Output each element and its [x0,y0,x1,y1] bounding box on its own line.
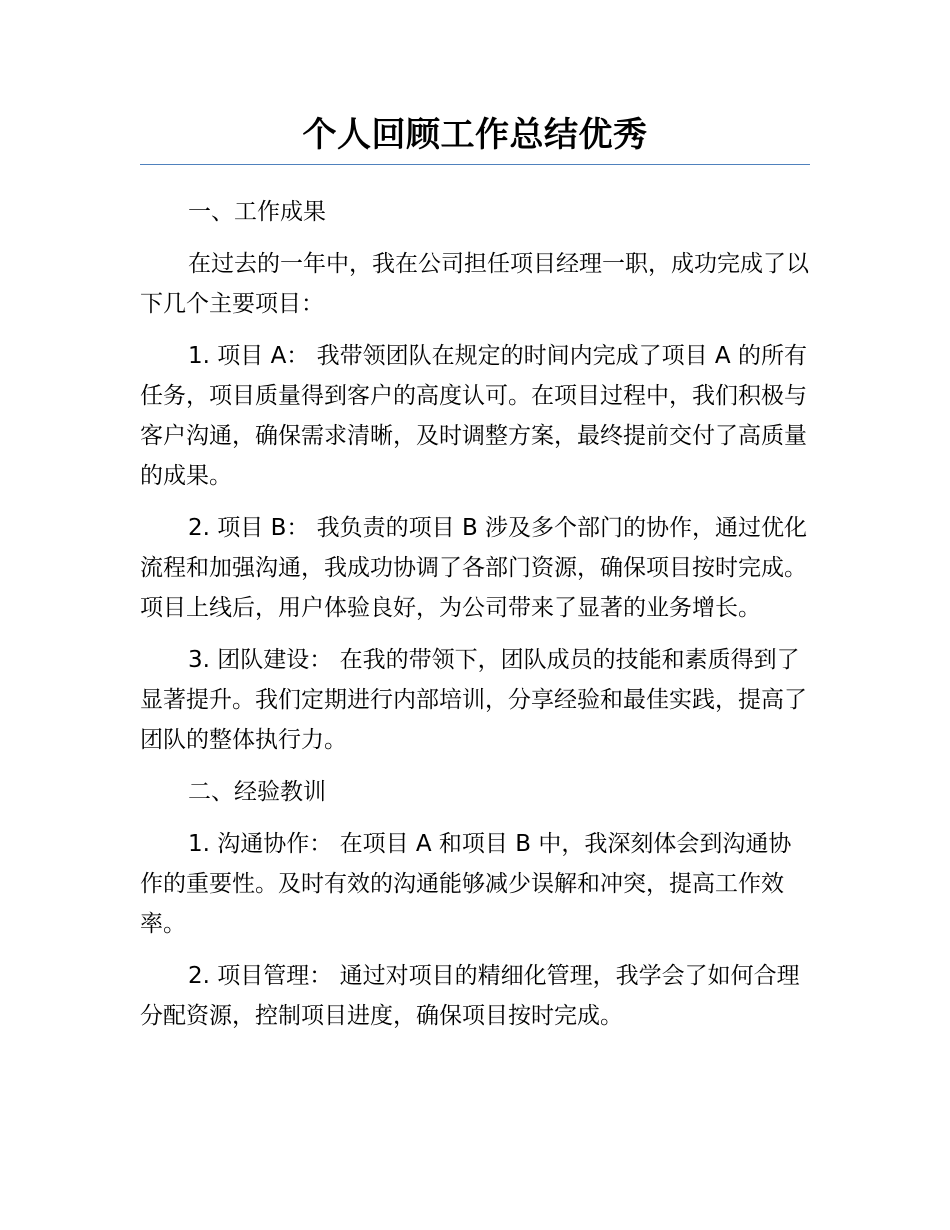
paragraph-project-management: 2. 项目管理： 通过对项目的精细化管理，我学会了如何合理分配资源，控制项目进度，确保项目按时完成。 [140,963,800,1029]
document-title: 个人回顾工作总结优秀 [302,115,648,155]
title-underline [140,164,810,165]
section-heading-lessons: 二、经验教训 [188,779,326,805]
section-heading-work-results: 一、工作成果 [188,199,326,225]
paragraph-project-a: 1. 项目 A： 我带领团队在规定的时间内完成了项目 A 的所有任务，项目质量得到客户的高度认可。在项目过程中，我们积极与客户沟通，确保需求清晰，及时调整方案，最终提前交付了高质量的成果。 [140,343,807,489]
paragraph-communication: 1. 沟通协作： 在项目 A 和项目 B 中，我深刻体会到沟通协作的重要性。及时有效的沟通能够减少误解和冲突，提高工作效率。 [140,831,792,937]
document-body [140,192,810,1048]
paragraph-project-b: 2. 项目 B： 我负责的项目 B 涉及多个部门的协作，通过优化流程和加强沟通，我成功协调了各部门资源，确保项目按时完成。项目上线后，用户体验良好，为公司带来了显著的业务增长。 [140,515,808,621]
paragraph-intro: 在过去的一年中，我在公司担任项目经理一职，成功完成了以下几个主要项目： [140,251,809,317]
paragraph-team-building: 3. 团队建设： 在我的带领下，团队成员的技能和素质得到了显著提升。我们定期进行内部培训，分享经验和最佳实践，提高了团队的整体执行力。 [140,647,807,753]
